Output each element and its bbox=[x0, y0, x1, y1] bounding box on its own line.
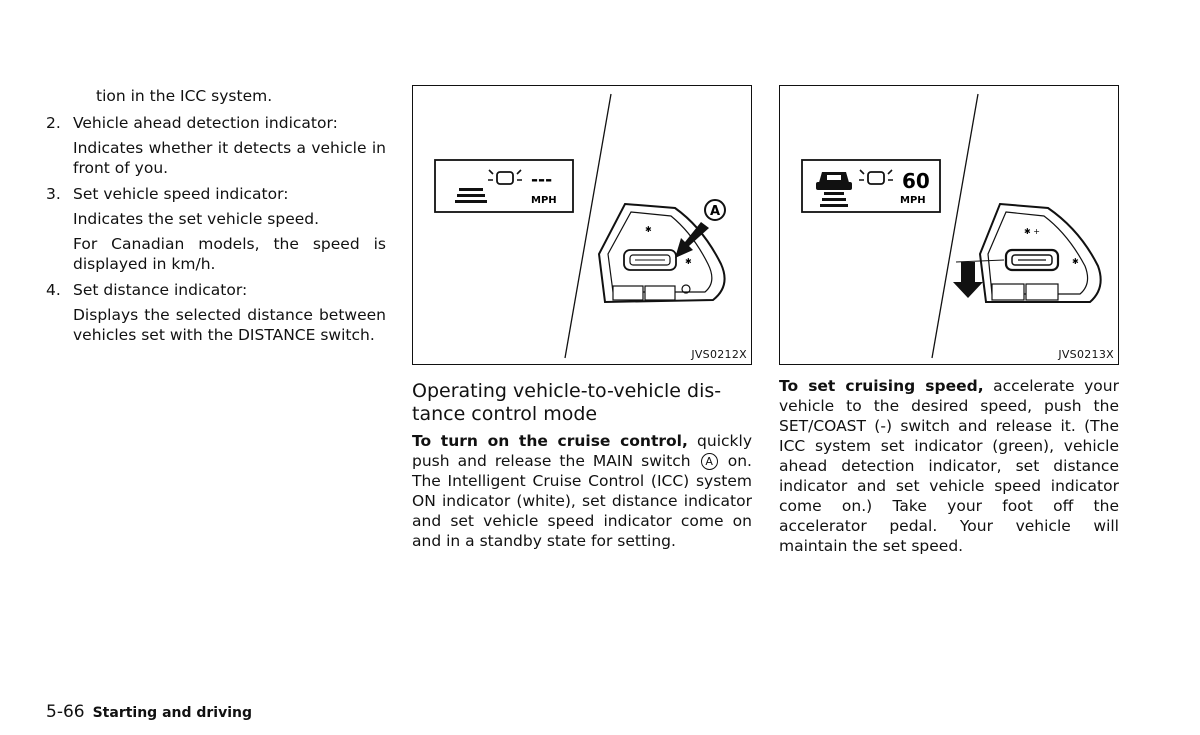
item-description: For Canadian models, the speed is displayed in km/h. bbox=[73, 235, 386, 273]
item-title: Vehicle ahead detection indicator: bbox=[73, 114, 338, 132]
push-down-arrow-icon bbox=[953, 262, 983, 298]
callout-a-icon: A bbox=[701, 453, 718, 470]
svg-text:✱: ✱ bbox=[1072, 257, 1079, 266]
page-number: 5-66 bbox=[46, 702, 85, 722]
distance-bars-icon bbox=[820, 192, 848, 207]
paragraph-text: quickly push and release the MAIN switch bbox=[412, 432, 753, 470]
steering-switch bbox=[599, 204, 725, 302]
figure-id: JVS0213X bbox=[1058, 348, 1114, 361]
section-name: Starting and driving bbox=[92, 705, 253, 721]
speed-unit: MPH bbox=[900, 195, 926, 206]
paragraph-text: accelerate your vehicle to the desired speed, push the SET/COAST (-) switch and release it. (The ICC system set indicator (green), vehicle ahead detection indicator, set distance indicator and set vehicle speed indicator come on.) Take your foot off the accelerator pedal. Your vehicle will maintain the set speed. bbox=[779, 377, 1119, 555]
set-speed-readout: 60 bbox=[902, 169, 930, 193]
figure-jvs0212x bbox=[412, 85, 752, 365]
paragraph-text: on. The Intelligent Cruise Control (ICC) system ON indicator (white), set distance indicator and set vehicle speed indicator come on and in a standby state for setting. bbox=[412, 452, 752, 550]
bold-lead: To set cruising speed, bbox=[779, 377, 984, 395]
figure-jvs0213x bbox=[779, 85, 1119, 365]
figure-illustration bbox=[413, 86, 751, 364]
heading-line: tance control mode bbox=[412, 403, 598, 425]
set-speed-paragraph bbox=[779, 376, 1119, 556]
item-title: Set distance indicator: bbox=[73, 281, 248, 299]
list-item bbox=[46, 184, 386, 204]
continued-text: tion in the ICC system. bbox=[96, 87, 273, 105]
item-number: 2. bbox=[46, 114, 61, 132]
figure-illustration bbox=[780, 86, 1118, 364]
item-description: Indicates the set vehicle speed. bbox=[73, 210, 320, 228]
car-ahead-icon bbox=[816, 172, 852, 190]
set-speed-readout: --- bbox=[531, 170, 553, 190]
svg-text:✱: ✱ bbox=[685, 257, 692, 266]
section-heading bbox=[412, 380, 752, 426]
steering-switch bbox=[980, 204, 1101, 302]
distance-bars-icon bbox=[455, 188, 487, 203]
cruise-on-paragraph bbox=[412, 431, 752, 551]
list-item bbox=[46, 280, 386, 300]
figure-id: JVS0212X bbox=[691, 348, 747, 361]
bold-lead: To turn on the cruise control, bbox=[412, 432, 688, 450]
speed-unit: MPH bbox=[531, 195, 557, 206]
svg-text:✱ +: ✱ + bbox=[1024, 227, 1040, 236]
left-column bbox=[46, 86, 386, 345]
item-title: Set vehicle speed indicator: bbox=[73, 185, 289, 203]
callout-label: A bbox=[709, 204, 721, 219]
list-item bbox=[46, 113, 386, 133]
item-number: 3. bbox=[46, 185, 61, 203]
svg-text:✱: ✱ bbox=[645, 225, 652, 234]
item-description: Indicates whether it detects a vehicle in front of you. bbox=[73, 139, 386, 177]
heading-line: Operating vehicle-to-vehicle dis- bbox=[412, 380, 722, 402]
item-number: 4. bbox=[46, 281, 61, 299]
page-footer bbox=[46, 702, 252, 722]
item-description: Displays the selected distance between vehicles set with the DISTANCE switch. bbox=[73, 306, 386, 344]
